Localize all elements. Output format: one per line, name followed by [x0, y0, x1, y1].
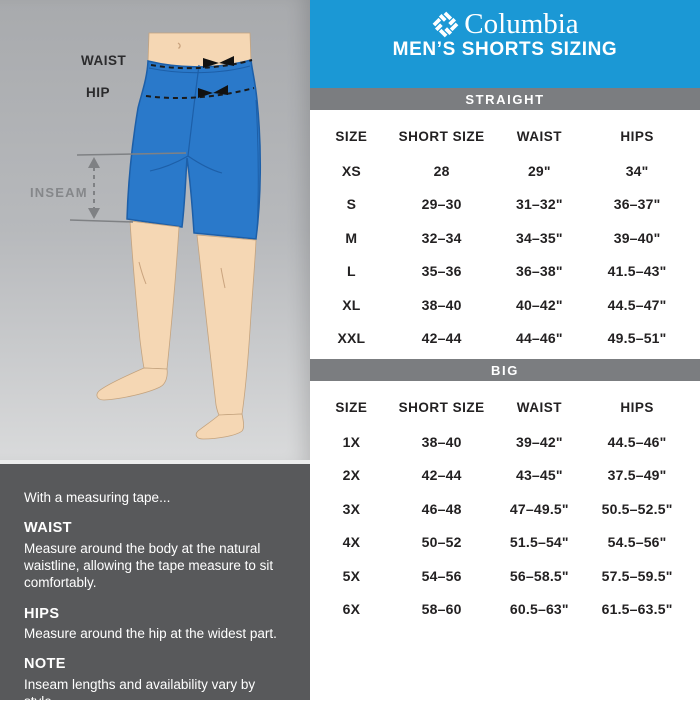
table-row [310, 593, 686, 627]
table-cell: 43–45" [515, 467, 563, 484]
waist-instruction-heading: WAIST [24, 520, 72, 537]
measurement-guide-panel [0, 0, 310, 710]
hips-instruction [24, 605, 290, 643]
table-cell: 36–38" [515, 263, 563, 280]
table-cell: 42–44 [421, 467, 462, 484]
table-cell: 39–40" [613, 229, 661, 246]
table-cell: 35–36 [421, 263, 462, 280]
table-cell: 36–37" [613, 196, 661, 213]
column-header: WAIST [516, 399, 562, 415]
waist-instruction-body: Measure around the body at the natural waistline, allowing the tape measure to sit comfortably. [24, 540, 274, 591]
table-row [310, 154, 686, 188]
column-header: HIPS [620, 399, 654, 415]
table-cell: 56–58.5" [509, 567, 569, 584]
table-cell: XXL [337, 330, 366, 347]
table-cell: 42–44 [421, 330, 462, 347]
inseam-label: INSEAM [30, 185, 88, 200]
shorts-measurement-illustration [0, 0, 310, 460]
table-cell: 40–42" [515, 296, 563, 313]
table-row [310, 188, 686, 222]
note-instruction [24, 655, 290, 710]
inseam-arrow-down-icon [88, 208, 100, 219]
table-cell: 28 [433, 162, 450, 179]
table-cell: 29–30 [421, 196, 462, 213]
table-cell: 58–60 [421, 601, 462, 618]
table-cell: 38–40 [421, 433, 462, 450]
section-bar-big: BIG [310, 359, 700, 381]
column-header: SIZE [335, 399, 368, 415]
table-cell: 50–52 [421, 534, 462, 551]
column-header: SHORT SIZE [398, 128, 485, 144]
table-cell: 37.5–49" [607, 467, 667, 484]
table-cell: XS [341, 162, 361, 179]
table-header-row [310, 389, 686, 425]
table-cell: XL [342, 296, 361, 313]
table-row [310, 492, 686, 526]
table-row [310, 288, 686, 322]
page-title: MEN’S SHORTS SIZING [392, 39, 618, 60]
table-cell: L [346, 263, 356, 280]
table-cell: 50.5–52.5" [601, 500, 673, 517]
hips-instruction-body: Measure around the hip at the widest part. [24, 626, 277, 642]
brand-header [310, 0, 700, 88]
hip-label: HIP [86, 85, 111, 100]
big-size-table [310, 381, 700, 626]
table-cell: 57.5–59.5" [601, 567, 673, 584]
waist-label: WAIST [81, 53, 127, 68]
table-cell: 54.5–56" [607, 534, 667, 551]
table-row [310, 526, 686, 560]
table-header-row [310, 118, 686, 154]
column-header: WAIST [516, 128, 562, 144]
table-cell: 60.5–63" [509, 601, 569, 618]
table-cell: 2X [342, 467, 361, 484]
table-cell: 29" [527, 162, 551, 179]
table-cell: S [346, 196, 357, 213]
section-bar-straight: STRAIGHT [310, 88, 700, 110]
legs-with-shorts-drawing [0, 0, 310, 460]
table-cell: 49.5–51" [607, 330, 667, 347]
table-cell: 47–49.5" [509, 500, 569, 517]
table-row [310, 221, 686, 255]
table-cell: 34–35" [515, 229, 563, 246]
waist-instruction [24, 519, 290, 591]
table-row [310, 322, 686, 356]
note-instruction-body: Inseam lengths and availability vary by style. [24, 676, 256, 710]
columbia-logo [310, 0, 700, 40]
table-cell: 32–34 [421, 229, 462, 246]
inseam-bottom-line [70, 220, 133, 222]
table-cell: 4X [342, 534, 361, 551]
columbia-diamond-icon [431, 10, 460, 39]
table-row [310, 255, 686, 289]
column-header: SHORT SIZE [398, 399, 485, 415]
straight-size-table [310, 110, 700, 359]
table-cell: 31–32" [515, 196, 563, 213]
hips-instruction-heading: HIPS [24, 605, 60, 622]
table-cell: 46–48 [421, 500, 462, 517]
table-cell: 6X [342, 601, 361, 618]
inseam-arrow-up-icon [88, 157, 100, 168]
table-cell: 34" [625, 162, 649, 179]
table-cell: 61.5–63.5" [601, 601, 673, 618]
table-cell: 44–46" [515, 330, 563, 347]
table-cell: M [345, 229, 358, 246]
table-row [310, 559, 686, 593]
table-cell: 3X [342, 500, 361, 517]
table-cell: 5X [342, 567, 361, 584]
sizing-tables-panel [310, 0, 700, 700]
table-cell: 54–56 [421, 567, 462, 584]
table-cell: 39–42" [515, 433, 563, 450]
table-cell: 38–40 [421, 296, 462, 313]
table-row [310, 459, 686, 493]
instructions-intro: With a measuring tape... [24, 490, 171, 505]
table-cell: 44.5–47" [607, 296, 667, 313]
table-cell: 1X [342, 433, 361, 450]
table-row [310, 425, 686, 459]
measuring-instructions [0, 464, 310, 710]
table-cell: 51.5–54" [509, 534, 569, 551]
table-cell: 41.5–43" [607, 263, 667, 280]
column-header: SIZE [335, 128, 368, 144]
column-header: HIPS [620, 128, 654, 144]
note-instruction-heading: NOTE [24, 656, 66, 673]
table-cell: 44.5–46" [607, 433, 667, 450]
brand-name: Columbia [464, 7, 579, 40]
